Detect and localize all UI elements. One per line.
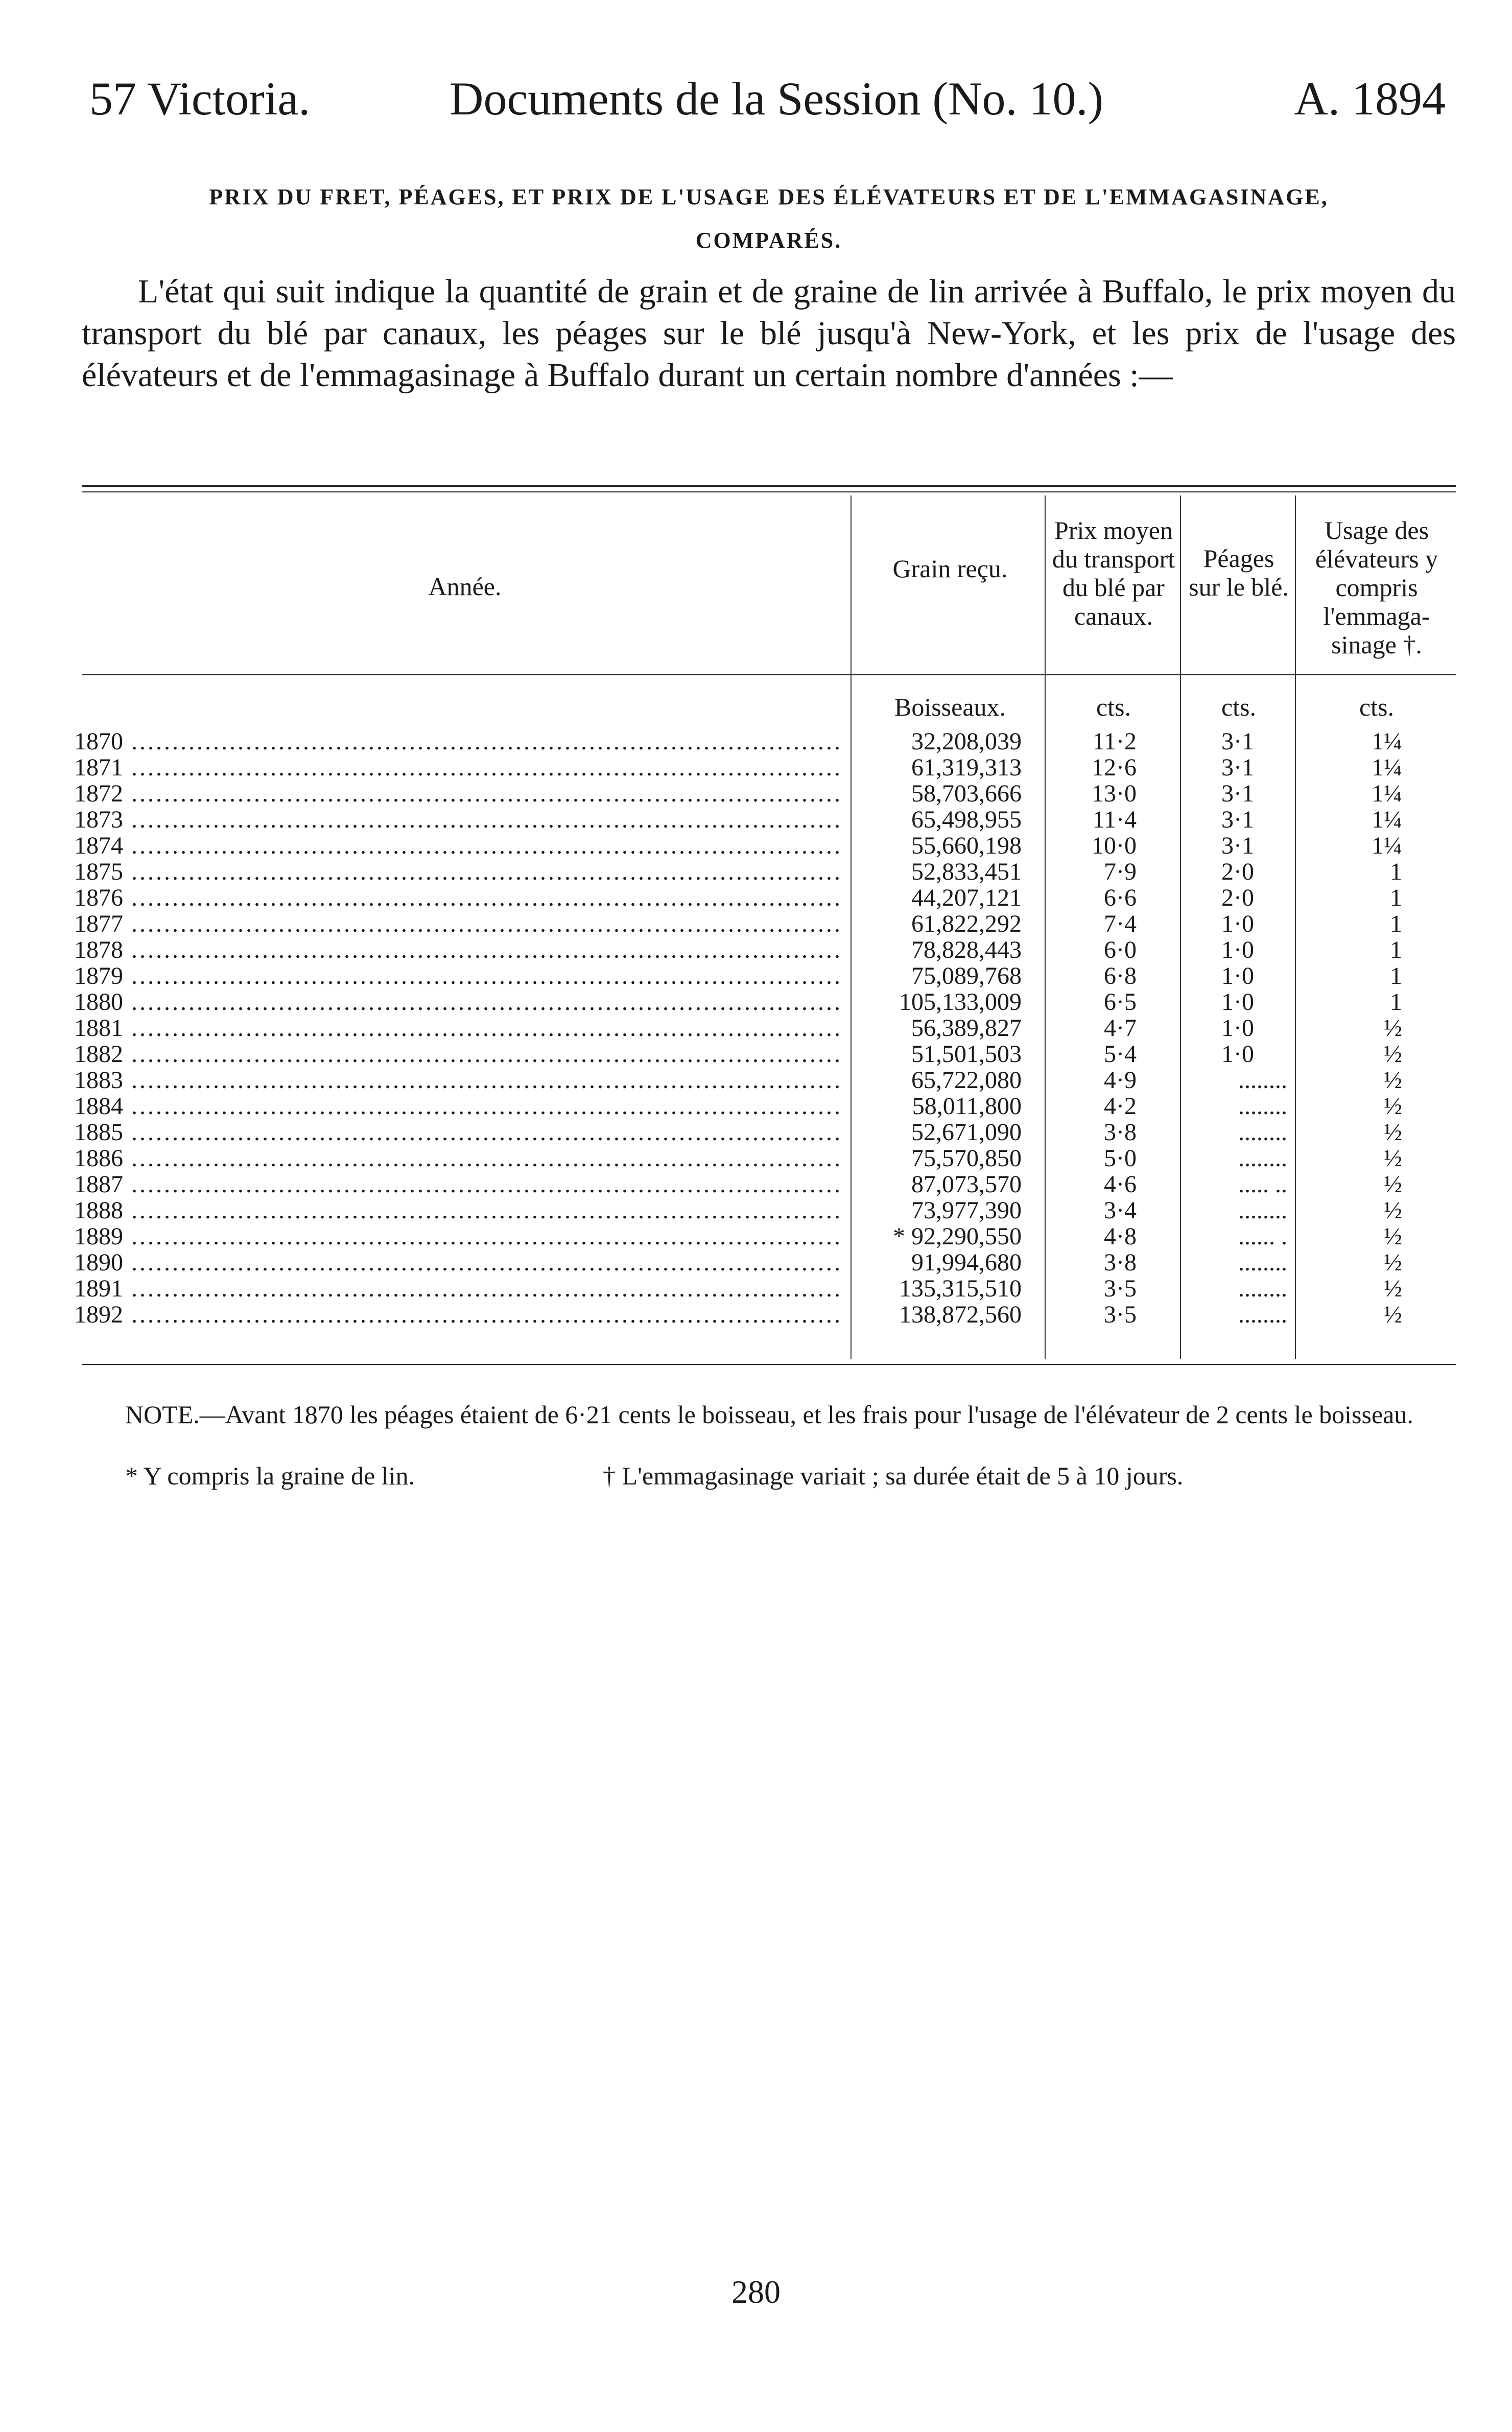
row-elevator: 1¼ bbox=[1372, 728, 1402, 755]
header-left: 57 Victoria. bbox=[89, 73, 311, 125]
row-transport: 3·5 bbox=[1104, 1275, 1137, 1302]
row-year: 1890 ..... bbox=[74, 1249, 840, 1277]
row-year: 1884 ..... bbox=[74, 1093, 840, 1120]
row-year: 1877 ..... bbox=[74, 910, 840, 938]
row-grain: 52,671,090 bbox=[911, 1119, 1022, 1146]
row-tolls: ........ bbox=[1238, 1119, 1287, 1146]
row-year: 1871 ..... bbox=[74, 754, 840, 782]
row-year: 1872 ..... bbox=[74, 780, 840, 808]
document-title-line2: COMPARÉS. bbox=[695, 228, 842, 253]
row-tolls: 1·0 bbox=[1221, 1041, 1254, 1068]
row-year: 1876 ..... bbox=[74, 884, 840, 912]
row-grain: 91,994,680 bbox=[911, 1249, 1022, 1276]
row-elevator: ½ bbox=[1384, 1014, 1402, 1042]
unit-elevator: cts. bbox=[1359, 693, 1395, 721]
row-tolls: 3·1 bbox=[1221, 832, 1254, 859]
row-transport: 7·9 bbox=[1104, 858, 1137, 885]
row-tolls: ........ bbox=[1238, 1093, 1287, 1120]
unit-grain: Boisseaux. bbox=[894, 693, 1006, 721]
row-tolls: 1·0 bbox=[1221, 988, 1254, 1016]
row-elevator: ½ bbox=[1384, 1067, 1402, 1094]
row-transport: 4·6 bbox=[1104, 1171, 1137, 1198]
row-year: 1885 ..... bbox=[74, 1119, 840, 1146]
row-transport: 11·2 bbox=[1092, 728, 1137, 755]
row-transport: 4·8 bbox=[1104, 1223, 1137, 1250]
row-elevator: 1 bbox=[1390, 988, 1402, 1016]
row-grain: 32,208,039 bbox=[911, 728, 1022, 755]
row-year: 1879 ..... bbox=[74, 962, 840, 990]
document-title: PRIX DU FRET, PÉAGES, ET PRIX DE L'USAGE DES ÉLÉVATEURS ET DE L'EMMAGASINAGE, bbox=[209, 184, 1329, 209]
row-grain: 73,977,390 bbox=[911, 1197, 1022, 1224]
row-tolls: ........ bbox=[1238, 1197, 1287, 1224]
row-year: 1887 ..... bbox=[74, 1171, 840, 1198]
row-elevator: 1 bbox=[1390, 858, 1402, 885]
row-year: 1870 ..... bbox=[74, 728, 840, 755]
row-elevator: ½ bbox=[1384, 1093, 1402, 1120]
header-transport: Prix moyen du transport du blé par canaux. bbox=[1052, 516, 1175, 630]
row-transport: 7·4 bbox=[1104, 910, 1137, 937]
note-text: NOTE.—Avant 1870 les péages étaient de 6·21 cents le boisseau, et les frais pour l'usage de l'élévateur de 2 cents le boisseau. bbox=[125, 1400, 1413, 1429]
header-tolls: Péages sur le blé. bbox=[1189, 544, 1289, 601]
col-divider-tolls bbox=[1295, 495, 1296, 1359]
row-year: 1889 ..... bbox=[74, 1223, 840, 1250]
row-year: 1878 ..... bbox=[74, 936, 840, 964]
row-elevator: 1¼ bbox=[1372, 754, 1402, 781]
row-tolls: 3·1 bbox=[1221, 754, 1254, 781]
table-top-rule bbox=[82, 485, 1456, 487]
row-year: 1880 ..... bbox=[74, 988, 840, 1016]
row-grain: 105,133,009 bbox=[899, 988, 1022, 1016]
table-bottom-rule bbox=[82, 1364, 1456, 1365]
row-grain: 65,722,080 bbox=[911, 1067, 1022, 1094]
row-transport: 11·4 bbox=[1092, 806, 1137, 833]
row-grain: 44,207,121 bbox=[911, 884, 1022, 911]
row-tolls: 2·0 bbox=[1221, 884, 1254, 911]
row-grain: 51,501,503 bbox=[911, 1041, 1022, 1068]
row-tolls: 3·1 bbox=[1221, 780, 1254, 807]
row-elevator: ½ bbox=[1384, 1145, 1402, 1172]
row-transport: 3·4 bbox=[1104, 1197, 1137, 1224]
col-divider-grain bbox=[1045, 495, 1046, 1359]
row-elevator: ½ bbox=[1384, 1171, 1402, 1198]
row-year: 1888 ..... bbox=[74, 1197, 840, 1224]
row-tolls: ...... . bbox=[1238, 1223, 1287, 1250]
row-transport: 5·0 bbox=[1104, 1145, 1137, 1172]
row-tolls: ........ bbox=[1238, 1301, 1287, 1328]
row-year: 1886 ..... bbox=[74, 1145, 840, 1172]
row-elevator: ½ bbox=[1384, 1197, 1402, 1224]
row-tolls: ........ bbox=[1238, 1145, 1287, 1172]
row-tolls: 1·0 bbox=[1221, 910, 1254, 937]
row-elevator: 1 bbox=[1390, 962, 1402, 989]
row-grain: 58,011,800 bbox=[912, 1093, 1022, 1120]
row-tolls: ........ bbox=[1238, 1249, 1287, 1276]
unit-transport: cts. bbox=[1096, 693, 1131, 721]
unit-tolls: cts. bbox=[1221, 693, 1257, 721]
row-transport: 4·9 bbox=[1104, 1067, 1137, 1094]
header-center: Documents de la Session (No. 10.) bbox=[450, 73, 1104, 125]
row-elevator: 1 bbox=[1390, 884, 1402, 911]
row-tolls: 1·0 bbox=[1221, 962, 1254, 989]
row-tolls: ..... .. bbox=[1238, 1171, 1287, 1198]
row-year: 1874 ..... bbox=[74, 832, 840, 860]
row-elevator: 1¼ bbox=[1372, 806, 1402, 833]
row-grain: 56,389,827 bbox=[911, 1014, 1022, 1042]
row-year: 1873 ..... bbox=[74, 806, 840, 834]
row-transport: 3·8 bbox=[1104, 1119, 1137, 1146]
row-elevator: ½ bbox=[1384, 1223, 1402, 1250]
intro-paragraph: L'état qui suit indique la quantité de grain et de graine de lin arrivée à Buffalo, le prix moyen du transport du blé par canaux, les péages sur le blé jusqu'à New-York, et les prix de l'usage des élévateurs et de l'emmagasinage à Buffalo durant un certain nombre d'années :— bbox=[82, 273, 1456, 394]
row-grain: 78,828,443 bbox=[911, 936, 1022, 963]
row-transport: 6·8 bbox=[1104, 962, 1137, 989]
row-grain: 55,660,198 bbox=[911, 832, 1022, 859]
row-grain: 87,073,570 bbox=[911, 1171, 1022, 1198]
row-grain: 61,319,313 bbox=[911, 754, 1022, 781]
page-number: 280 bbox=[731, 2274, 781, 2310]
row-tolls: 3·1 bbox=[1221, 728, 1254, 755]
row-transport: 4·7 bbox=[1104, 1014, 1137, 1042]
row-transport: 6·5 bbox=[1104, 988, 1137, 1016]
row-transport: 13·0 bbox=[1092, 780, 1137, 807]
row-transport: 3·8 bbox=[1104, 1249, 1137, 1276]
row-grain: 75,570,850 bbox=[911, 1145, 1022, 1172]
row-tolls: ........ bbox=[1238, 1067, 1287, 1094]
row-elevator: ½ bbox=[1384, 1249, 1402, 1276]
row-grain: 52,833,451 bbox=[911, 858, 1022, 885]
row-year: 1892 ..... bbox=[74, 1301, 840, 1329]
row-grain: 58,703,666 bbox=[911, 780, 1022, 807]
row-year: 1875 ..... bbox=[74, 858, 840, 886]
row-grain: 135,315,510 bbox=[899, 1275, 1022, 1302]
header-right: A. 1894 bbox=[1294, 73, 1446, 125]
row-transport: 6·6 bbox=[1104, 884, 1137, 911]
row-elevator: 1¼ bbox=[1372, 832, 1402, 859]
row-grain: 75,089,768 bbox=[911, 962, 1022, 989]
row-elevator: ½ bbox=[1384, 1301, 1402, 1328]
row-transport: 12·6 bbox=[1092, 754, 1137, 781]
row-year: 1891 ..... bbox=[74, 1275, 840, 1303]
row-grain: 61,822,292 bbox=[911, 910, 1022, 937]
col-divider-year bbox=[850, 495, 852, 1359]
row-tolls: 1·0 bbox=[1221, 1014, 1254, 1042]
row-year: 1883 ..... bbox=[74, 1067, 840, 1094]
header-grain: Grain reçu. bbox=[892, 554, 1008, 583]
row-transport: 6·0 bbox=[1104, 936, 1137, 963]
row-elevator: 1 bbox=[1390, 936, 1402, 963]
header-elevator: Usage des élévateurs y compris l'emmaga-sinage †. bbox=[1315, 516, 1438, 659]
row-year: 1882 ..... bbox=[74, 1041, 840, 1068]
table-top-rule-inner bbox=[82, 491, 1456, 492]
row-elevator: ½ bbox=[1384, 1119, 1402, 1146]
row-grain: * 92,290,550 bbox=[893, 1223, 1022, 1250]
row-elevator: ½ bbox=[1384, 1275, 1402, 1302]
row-grain: 65,498,955 bbox=[911, 806, 1022, 833]
row-elevator: ½ bbox=[1384, 1041, 1402, 1068]
footnote-star: * Y compris la graine de lin. bbox=[125, 1461, 415, 1490]
row-tolls: 1·0 bbox=[1221, 936, 1254, 963]
col-divider-transport bbox=[1180, 495, 1181, 1359]
row-year: 1881 ..... bbox=[74, 1014, 840, 1042]
row-tolls: 2·0 bbox=[1221, 858, 1254, 885]
row-grain: 138,872,560 bbox=[899, 1301, 1022, 1328]
row-elevator: 1 bbox=[1390, 910, 1402, 937]
footnote-dagger: † L'emmagasinage variait ; sa durée était de 5 à 10 jours. bbox=[603, 1461, 1184, 1490]
row-transport: 5·4 bbox=[1104, 1041, 1137, 1068]
row-tolls: 3·1 bbox=[1221, 806, 1254, 833]
header-bottom-rule bbox=[82, 674, 1456, 675]
row-transport: 10·0 bbox=[1092, 832, 1137, 859]
header-year: Année. bbox=[428, 572, 502, 601]
row-elevator: 1¼ bbox=[1372, 780, 1402, 807]
row-transport: 4·2 bbox=[1104, 1093, 1137, 1120]
row-transport: 3·5 bbox=[1104, 1301, 1137, 1328]
row-tolls: ........ bbox=[1238, 1275, 1287, 1302]
